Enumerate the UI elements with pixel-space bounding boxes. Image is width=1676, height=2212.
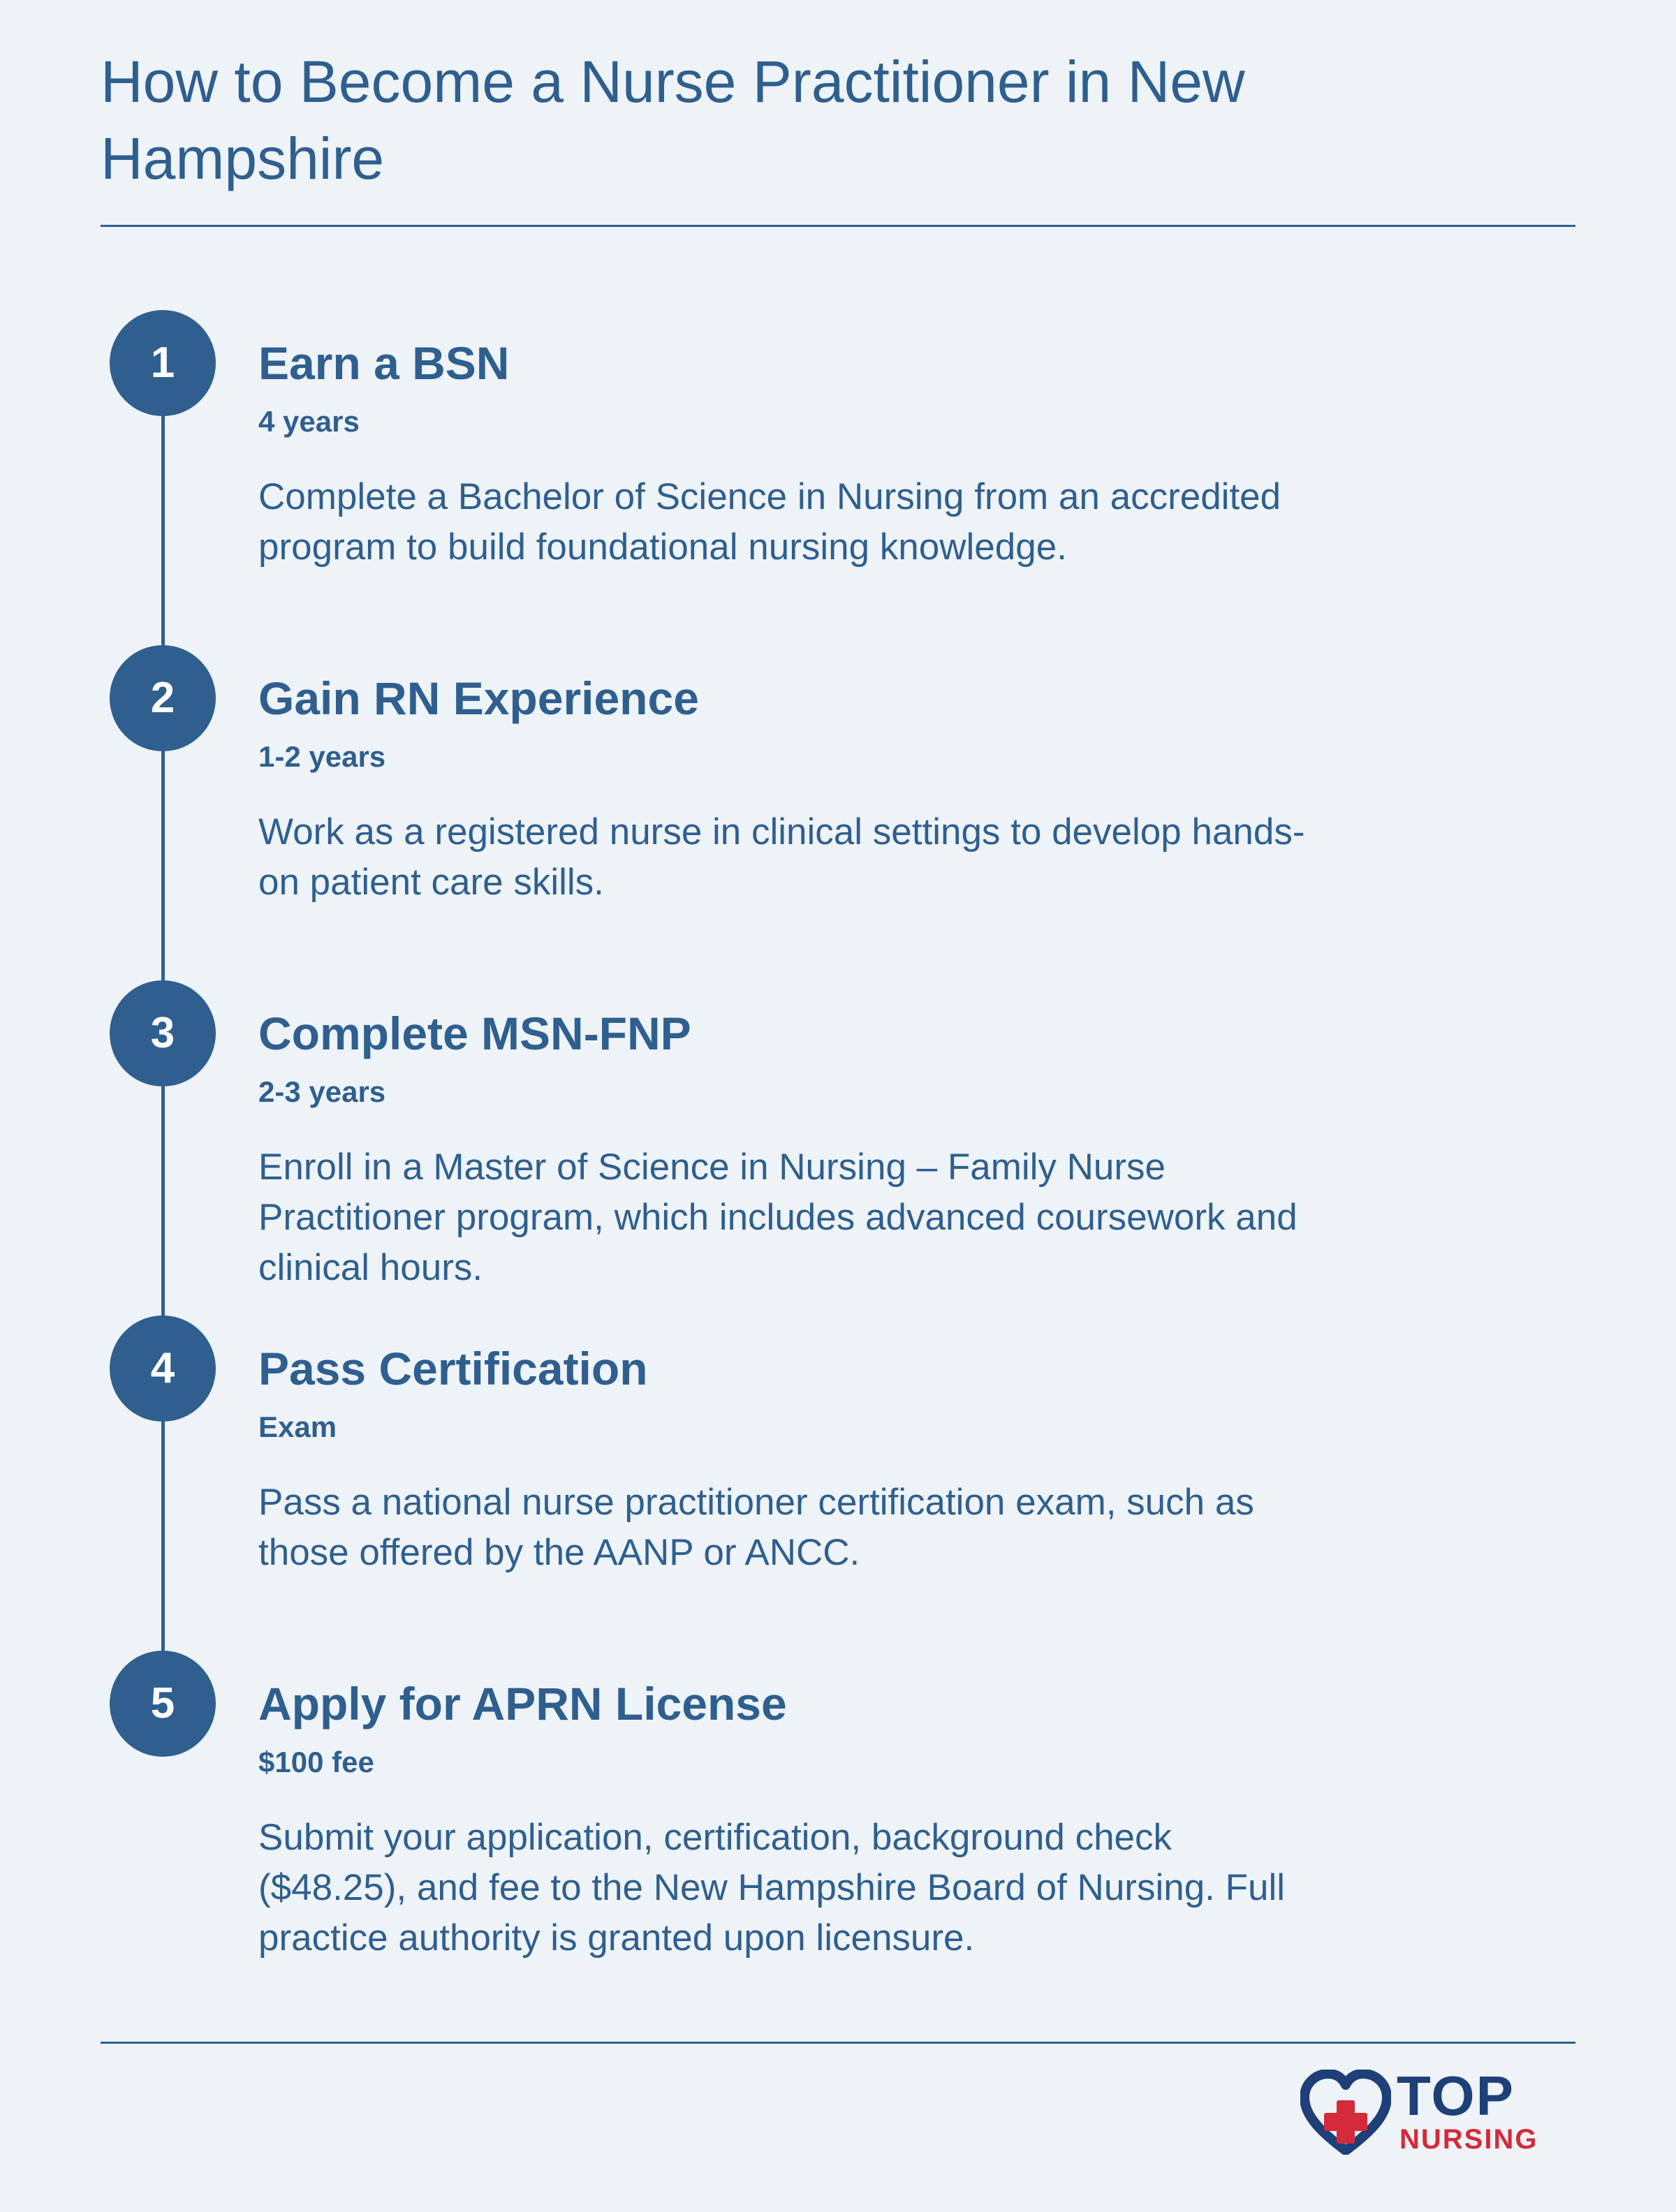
step-duration: 4 years <box>258 405 360 438</box>
step-description: Complete a Bachelor of Science in Nursing from an accredited program to build foundational nursing knowledge. <box>258 476 1281 568</box>
logo-wordmark-top: TOP <box>1397 2065 1515 2127</box>
step-number-badge: 2 <box>110 645 216 751</box>
step-duration: 1-2 years <box>258 740 386 773</box>
step-title: Earn a BSN <box>258 337 510 389</box>
step-title: Apply for APRN License <box>258 1678 787 1730</box>
logo-wordmark-nursing: NURSING <box>1399 2124 1538 2155</box>
step-description: Pass a national nurse practitioner certification exam, such as those offered by the AANP or ANCC. <box>258 1482 1254 1573</box>
top-divider <box>101 225 1575 227</box>
step-number-badge: 5 <box>110 1651 216 1757</box>
step-title: Complete MSN-FNP <box>258 1008 691 1059</box>
step-description: Work as a registered nurse in clinical settings to develop hands-on patient care skills. <box>258 811 1305 903</box>
top-nursing-logo <box>1300 2067 1580 2158</box>
step-title: Pass Certification <box>258 1343 648 1394</box>
step-number-badge: 4 <box>110 1315 216 1422</box>
step-number-badge: 3 <box>110 980 216 1086</box>
step-number-badge: 1 <box>110 310 216 416</box>
step-description: Enroll in a Master of Science in Nursing – Family Nurse Practitioner program, which includes advanced coursework and clinical hours. <box>258 1146 1298 1288</box>
step-description: Submit your application, certification, background check ($48.25), and fee to the New Hampshire Board of Nursing. Full practice authority is granted upon licensure. <box>258 1817 1286 1959</box>
page-title: How to Become a Nurse Practitioner in New Hampshire <box>101 49 1245 191</box>
step-duration: Exam <box>258 1410 337 1443</box>
step-title: Gain RN Experience <box>258 672 699 724</box>
step-duration: $100 fee <box>258 1746 374 1778</box>
heart-cross-icon <box>1300 2070 1391 2155</box>
bottom-divider <box>101 2042 1575 2044</box>
step-duration: 2-3 years <box>258 1075 386 1108</box>
